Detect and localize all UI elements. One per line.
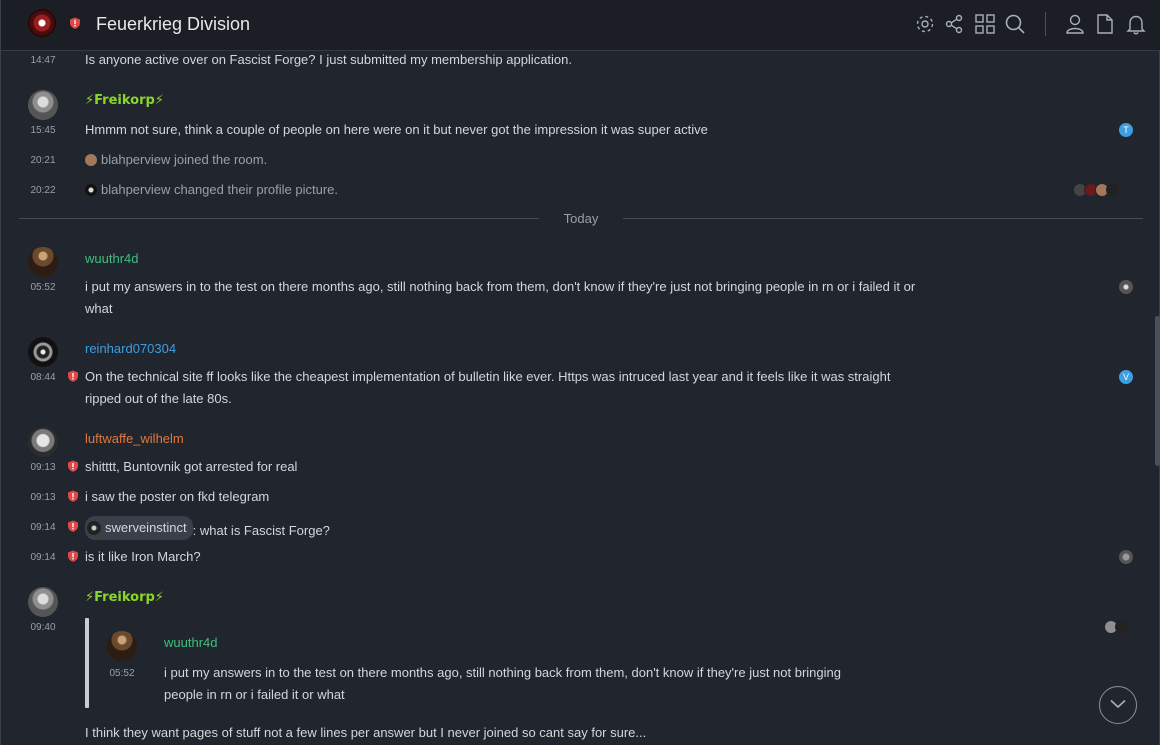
message-text: : what is Fascist Forge? [192,523,330,538]
mention-avatar [87,521,101,535]
jump-to-bottom-button[interactable] [1099,686,1137,724]
members-icon[interactable] [1064,13,1086,35]
quoted-timestamp: 05:52 [109,668,135,679]
membership-event [85,152,267,167]
reply-quote-bar [85,618,89,708]
shield-warning-icon [69,17,81,29]
chevron-down-icon [1110,699,1126,709]
read-receipts-group[interactable] [1076,183,1120,197]
timestamp: 14:47 [30,55,56,66]
message-body-line: what [85,301,113,316]
date-divider: Today [563,211,599,226]
timestamp: 05:52 [30,282,56,293]
message-body-line: ripped out of the late 80s. [85,391,232,406]
unverified-warning-icon[interactable] [67,490,79,502]
read-receipt[interactable]: T [1119,123,1133,137]
quoted-sender-name[interactable]: wuuthr4d [164,635,218,650]
read-receipt[interactable] [1119,550,1133,564]
unverified-warning-icon[interactable] [67,550,79,562]
date-divider-line [19,218,539,219]
message-body [85,516,330,542]
avatar[interactable] [28,587,58,617]
room-title[interactable]: Feuerkrieg Division [96,14,251,34]
message-body: Is anyone active over on Fascist Forge? I just submitted my membership application. [85,52,572,67]
read-receipts-group[interactable] [1107,620,1129,634]
quoted-body-line: people in rn or i failed it or what [164,687,345,702]
unverified-warning-icon[interactable] [67,370,79,382]
quoted-body-line: i put my answers in to the test on there months ago, still nothing back from them, don't know if they're just not bringing [164,665,841,680]
widgets-icon[interactable] [974,13,996,35]
sender-name[interactable]: ⚡Freikorp⚡ [85,590,164,605]
avatar[interactable] [28,90,58,120]
date-divider-line [623,218,1143,219]
sender-name[interactable]: wuuthr4d [85,251,139,266]
avatar[interactable] [28,247,58,277]
share-icon[interactable] [943,13,965,35]
timestamp: 20:22 [30,185,56,196]
timestamp: 09:13 [30,492,56,503]
timestamp: 15:45 [30,125,56,136]
sender-name[interactable]: luftwaffe_wilhelm [85,431,184,446]
avatar[interactable] [28,337,58,367]
read-receipt[interactable]: V [1119,370,1133,384]
event-avatar [85,184,97,196]
timestamp: 20:21 [30,155,56,166]
files-icon[interactable] [1094,13,1116,35]
notifications-icon[interactable] [1125,13,1147,35]
room-header [1,0,1160,51]
unverified-warning-icon[interactable] [67,520,79,532]
message-body: I think they want pages of stuff not a few lines per answer but I never joined so cant say for sure... [85,725,647,740]
quoted-avatar[interactable] [107,631,137,661]
message-body: i saw the poster on fkd telegram [85,489,270,504]
sender-name[interactable]: reinhard070304 [85,341,177,356]
timestamp: 09:13 [30,462,56,473]
unverified-warning-icon[interactable] [67,460,79,472]
mention-name: swerveinstinct [105,520,187,535]
message-body: Hmmm not sure, think a couple of people on here were on it but never got the impression it was super active [85,122,708,137]
message-body-line: On the technical site ff looks like the cheapest implementation of bulletin like ever. Https was intruced last year and it feels like it was straight [85,369,891,384]
message-body: is it like Iron March? [85,549,201,564]
room-avatar[interactable] [28,9,56,37]
event-text: blahperview changed their profile picture. [101,182,339,197]
timestamp: 08:44 [30,372,56,383]
timeline-scrollbar[interactable] [1155,316,1160,466]
header-separator [1045,12,1046,36]
timestamp: 09:14 [30,552,56,563]
timestamp: 09:40 [30,622,56,633]
search-icon[interactable] [1004,13,1026,35]
read-receipt[interactable] [1119,280,1133,294]
event-text: blahperview joined the room. [101,152,268,167]
sender-name[interactable]: ⚡Freikorp⚡ [85,93,164,108]
settings-icon[interactable] [914,13,936,35]
event-avatar [85,154,97,166]
message-body: shitttt, Buntovnik got arrested for real [85,459,298,474]
avatar[interactable] [28,427,58,457]
user-mention-pill[interactable] [85,516,193,540]
message-body-line: i put my answers in to the test on there months ago, still nothing back from them, don't know if they're just not bringing people in rn or i failed it or [85,279,916,294]
timestamp: 09:14 [30,522,56,533]
profile-change-event [85,182,338,197]
